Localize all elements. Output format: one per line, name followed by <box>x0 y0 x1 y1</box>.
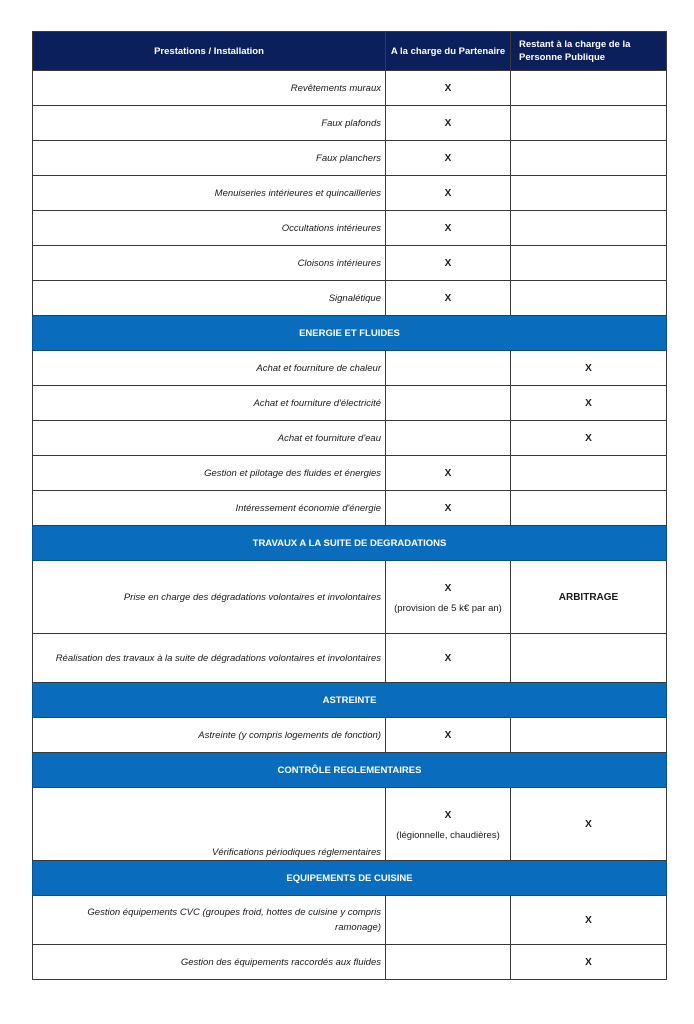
table-row <box>33 945 667 980</box>
personne-publique-cell: X <box>511 896 667 945</box>
section-title-astreinte: ASTREINTE <box>33 683 667 718</box>
row-label: Achat et fourniture d'eau <box>33 421 386 456</box>
personne-publique-cell <box>511 491 667 526</box>
row-label: Astreinte (y compris logements de fonction) <box>33 718 386 753</box>
partenaire-note: (provision de 5 k€ par an) <box>394 602 502 614</box>
table-row <box>33 788 667 861</box>
table-row <box>33 421 667 456</box>
row-label: Réalisation des travaux à la suite de dégradations volontaires et involontaires <box>33 634 386 683</box>
row-label: Gestion des équipements raccordés aux fluides <box>33 945 386 980</box>
partenaire-cell <box>386 896 511 945</box>
partenaire-cell: X <box>386 281 511 316</box>
personne-publique-cell <box>511 634 667 683</box>
personne-publique-cell <box>511 176 667 211</box>
partenaire-cell <box>386 788 511 861</box>
table-row <box>33 246 667 281</box>
row-label: Achat et fourniture de chaleur <box>33 351 386 386</box>
personne-publique-cell <box>511 456 667 491</box>
table-row <box>33 634 667 683</box>
responsibility-table <box>32 31 667 980</box>
personne-publique-cell: X <box>511 945 667 980</box>
header-prestations: Prestations / Installation <box>33 32 386 71</box>
section-title-controle: CONTRÔLE REGLEMENTAIRES <box>33 753 667 788</box>
partenaire-cell <box>386 386 511 421</box>
table-row <box>33 351 667 386</box>
row-label: Occultations intérieures <box>33 211 386 246</box>
table-row <box>33 718 667 753</box>
section-row <box>33 753 667 788</box>
personne-publique-cell <box>511 246 667 281</box>
row-label: Gestion équipements CVC (groupes froid, hottes de cuisine y compris ramonage) <box>33 896 386 945</box>
row-label: Gestion et pilotage des fluides et énergies <box>33 456 386 491</box>
partenaire-cell: X <box>386 634 511 683</box>
partenaire-cell <box>386 945 511 980</box>
table-row <box>33 456 667 491</box>
partenaire-cell: X <box>386 176 511 211</box>
section-row <box>33 683 667 718</box>
section-row <box>33 861 667 896</box>
partenaire-cell: X <box>386 718 511 753</box>
partenaire-mark: X <box>444 582 452 594</box>
row-label: Faux planchers <box>33 141 386 176</box>
table-row <box>33 106 667 141</box>
partenaire-note: (légionnelle, chaudières) <box>396 829 500 841</box>
personne-publique-cell: X <box>511 351 667 386</box>
personne-publique-cell <box>511 71 667 106</box>
row-label: Prise en charge des dégradations volontaires et involontaires <box>33 561 386 634</box>
row-label: Faux plafonds <box>33 106 386 141</box>
partenaire-cell: X <box>386 141 511 176</box>
personne-publique-cell <box>511 211 667 246</box>
personne-publique-cell <box>511 281 667 316</box>
partenaire-cell: X <box>386 71 511 106</box>
row-label: Achat et fourniture d'électricité <box>33 386 386 421</box>
header-partenaire: A la charge du Partenaire <box>386 32 511 71</box>
row-label: Revêtements muraux <box>33 71 386 106</box>
table-row <box>33 71 667 106</box>
row-label: Cloisons intérieures <box>33 246 386 281</box>
personne-publique-cell: X <box>511 421 667 456</box>
personne-publique-cell <box>511 141 667 176</box>
table-header-row <box>33 32 667 71</box>
partenaire-cell: X <box>386 491 511 526</box>
table-row <box>33 281 667 316</box>
personne-publique-cell <box>511 106 667 141</box>
personne-publique-cell: X <box>511 788 667 861</box>
personne-publique-cell <box>511 718 667 753</box>
personne-publique-cell: ARBITRAGE <box>511 561 667 634</box>
row-label: Signalétique <box>33 281 386 316</box>
section-title-cuisine: EQUIPEMENTS DE CUISINE <box>33 861 667 896</box>
header-personne-publique: Restant à la charge de la Personne Publique <box>511 32 667 71</box>
row-label: Intéressement économie d'énergie <box>33 491 386 526</box>
row-label: Menuiseries intérieures et quincailleries <box>33 176 386 211</box>
table-row <box>33 896 667 945</box>
partenaire-cell: X <box>386 456 511 491</box>
table-row <box>33 176 667 211</box>
partenaire-cell <box>386 421 511 456</box>
partenaire-cell: X <box>386 211 511 246</box>
section-row <box>33 526 667 561</box>
partenaire-mark: X <box>444 809 452 821</box>
table-row <box>33 561 667 634</box>
table-row <box>33 141 667 176</box>
section-title-travaux: TRAVAUX A LA SUITE DE DEGRADATIONS <box>33 526 667 561</box>
table-row <box>33 211 667 246</box>
partenaire-cell: X <box>386 246 511 281</box>
partenaire-cell: X <box>386 106 511 141</box>
table-row <box>33 491 667 526</box>
section-title-energie: ENERGIE ET FLUIDES <box>33 316 667 351</box>
row-label: Vérifications périodiques réglementaires <box>33 788 386 861</box>
table-row <box>33 386 667 421</box>
partenaire-cell <box>386 351 511 386</box>
partenaire-cell <box>386 561 511 634</box>
section-row <box>33 316 667 351</box>
personne-publique-cell: X <box>511 386 667 421</box>
